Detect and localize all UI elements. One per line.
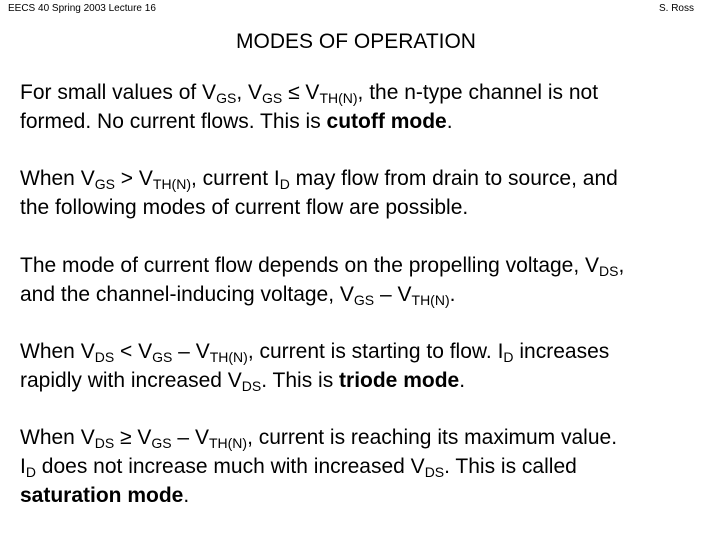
text-run: When V [20,167,95,190]
text-run: . This is [261,369,340,392]
header-course: EECS 40 Spring 2003 Lecture 16 [8,3,156,14]
text-run: – V [172,340,210,363]
text-run: does not increase much with increased V [35,455,425,478]
text-run: When V [20,426,95,449]
text-run: formed. No current flows. This is [20,110,327,133]
text-run: , current I [191,167,280,190]
text-run: ≥ V [114,426,152,449]
text-run: , V [236,81,262,104]
text-run: , the n-type channel is not [357,81,599,104]
text-run: For small values of V [20,81,217,104]
text-run: , current is starting to flow. I [247,340,504,363]
text-run: ≤ V [282,81,320,104]
paragraph-line [20,423,718,452]
text-run: . [183,484,190,507]
text-run: may flow from drain to source, and [289,167,618,190]
subscript: GS [353,292,375,308]
text-run: . [446,110,453,133]
text-run: . [449,283,456,306]
paragraph-triode [20,337,718,395]
paragraph-line [20,452,718,481]
text-run: the following modes of current flow are possible. [20,196,469,219]
text-run: and the channel-inducing voltage, V [20,283,354,306]
subscript: D [503,349,514,365]
text-run: . This is called [444,455,577,478]
text-run: rapidly with increased V [20,369,242,392]
subscript: GS [262,90,283,106]
subscript: DS [94,349,115,365]
text-run: , current is reaching its maximum value. [247,426,618,449]
paragraph-line [20,107,718,136]
subscript: TH(N) [152,176,191,192]
text-run: When V [20,340,95,363]
text-run: – V [171,426,209,449]
text-run: – V [374,283,412,306]
subscript: TH(N) [209,349,248,365]
page-title: MODES OF OPERATION [236,30,476,53]
text-run: > V [114,167,153,190]
subscript: D [25,464,36,480]
paragraph-line [20,366,718,395]
paragraph-line [20,164,718,193]
paragraph-line [20,193,718,222]
text-run: increases [513,340,610,363]
term-triode-mode: triode mode [339,369,460,392]
subscript: TH(N) [319,90,358,106]
term-cutoff-mode: cutoff mode [326,110,447,133]
subscript: GS [152,349,173,365]
paragraph-cutoff [20,78,718,136]
subscript: D [279,176,290,192]
paragraph-line [20,481,718,510]
paragraph-line [20,78,718,107]
paragraph-saturation [20,423,718,510]
paragraph-line [20,280,718,309]
subscript: TH(N) [208,435,248,451]
text-run: . [459,369,466,392]
text-run: , [618,254,625,277]
subscript: GS [151,435,172,451]
text-run: I [20,455,26,478]
subscript: TH(N) [411,292,450,308]
subscript: DS [424,464,445,480]
text-run: The mode of current flow depends on the propelling voltage, V [20,254,600,277]
subscript: DS [94,435,115,451]
term-saturation-mode: saturation mode [20,484,184,507]
subscript: DS [241,378,262,394]
paragraph-mode-dependence [20,251,718,309]
paragraph-current-flow [20,164,718,222]
subscript: GS [94,176,115,192]
text-run: < V [114,340,153,363]
header-author: S. Ross [658,3,694,14]
subscript: DS [599,263,619,279]
subscript: GS [216,90,237,106]
paragraph-line [20,337,718,366]
paragraph-line [20,251,718,280]
